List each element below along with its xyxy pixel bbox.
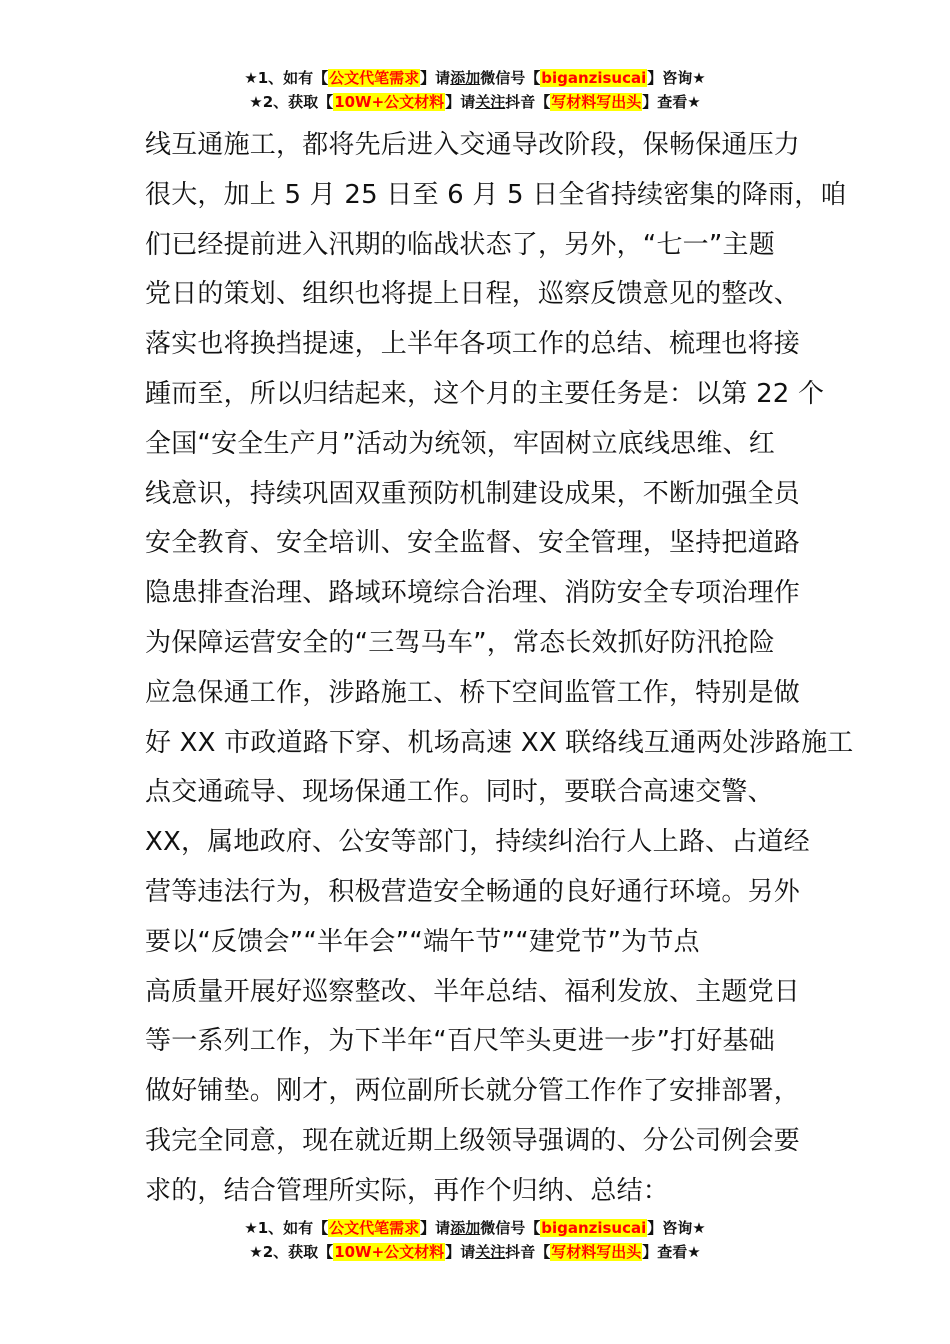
promo-line-1-highlight-service: 公文代笔需求	[329, 1219, 420, 1237]
body-line: XX，属地政府、公安等部门，持续纠治行人上路、占道经	[145, 827, 810, 858]
promo-line-2-highlight-douyin: 写材料写出头	[551, 93, 642, 111]
promo-line-1-suffix: 】咨询★	[647, 1219, 706, 1237]
body-line: 高质量开展好巡察整改、半年总结、福利发放、主题党日	[145, 976, 801, 1007]
body-line: 应急保通工作，涉路施工、桥下空间监管工作，特别是做	[145, 677, 801, 708]
promo-line-1-mid: 】请	[420, 69, 451, 87]
top-promo-banner	[0, 66, 950, 114]
body-line: 做好铺垫。刚才，两位副所长就分管工作作了安排部署，	[145, 1076, 801, 1107]
body-line: 们已经提前进入汛期的临战状态了，另外，“七一”主题	[145, 229, 775, 260]
promo-line-1-prefix: ★1、如有【	[244, 1219, 329, 1237]
promo-line-2-highlight-materials: 10W+公文材料	[334, 1243, 445, 1261]
body-line: 求的，结合管理所实际，再作个归纳、总结：	[145, 1175, 670, 1206]
promo-line-1-highlight-service: 公文代笔需求	[329, 69, 420, 87]
promo-line-2	[0, 1240, 950, 1264]
promo-line-2-highlight-douyin: 写材料写出头	[551, 1243, 642, 1261]
promo-line-2-prefix: ★2、获取【	[249, 1243, 334, 1261]
promo-line-2-underlined: 关注	[475, 93, 506, 111]
promo-line-2-suffix: 】查看★	[642, 1243, 701, 1261]
body-line: 安全教育、安全培训、安全监督、安全管理，坚持把道路	[145, 528, 801, 559]
body-line: 为保障运营安全的“三驾马车”，常态长效抓好防汛抢险	[145, 627, 775, 658]
promo-line-1-highlight-wechat: biganzisucai	[541, 69, 647, 87]
body-line: 落实也将换挡提速，上半年各项工作的总结、梳理也将接	[145, 329, 801, 360]
promo-line-2-mid: 】请	[445, 1243, 476, 1261]
document-body	[145, 121, 854, 1217]
promo-line-1-underlined: 添加	[450, 69, 481, 87]
promo-line-2-suffix: 】查看★	[642, 93, 701, 111]
promo-line-1-mid2: 微信号【	[480, 69, 541, 87]
body-line: 点交通疏导、现场保通工作。同时，要联合高速交警、	[145, 777, 774, 808]
promo-line-2-mid2: 抖音【	[505, 93, 551, 111]
promo-line-1-suffix: 】咨询★	[647, 69, 706, 87]
body-line: 踵而至，所以归结起来，这个月的主要任务是：以第 22 个	[145, 378, 825, 409]
promo-line-2-underlined: 关注	[475, 1243, 506, 1261]
promo-line-1	[0, 66, 950, 90]
promo-line-2	[0, 90, 950, 114]
promo-line-2-prefix: ★2、获取【	[249, 93, 334, 111]
promo-line-2-mid2: 抖音【	[505, 1243, 551, 1261]
body-line: 好 XX 市政道路下穿、机场高速 XX 联络线互通两处涉路施工	[145, 727, 854, 758]
promo-line-1-underlined: 添加	[450, 1219, 481, 1237]
bottom-promo-banner	[0, 1216, 950, 1264]
promo-line-1-prefix: ★1、如有【	[244, 69, 329, 87]
promo-line-1-highlight-wechat: biganzisucai	[541, 1219, 647, 1237]
body-line: 党日的策划、组织也将提上日程，巡察反馈意见的整改、	[145, 279, 801, 310]
body-line: 营等违法行为，积极营造安全畅通的良好通行环境。另外	[145, 876, 801, 907]
body-line: 我完全同意，现在就近期上级领导强调的、分公司例会要	[145, 1125, 801, 1156]
body-line: 隐患排查治理、路域环境综合治理、消防安全专项治理作	[145, 578, 801, 609]
body-line: 线意识，持续巩固双重预防机制建设成果，不断加强全员	[145, 478, 801, 509]
promo-line-1-mid2: 微信号【	[480, 1219, 541, 1237]
body-line: 要以“反馈会”“半年会”“端午节”“建党节”为节点	[145, 926, 700, 957]
body-line: 很大，加上 5 月 25 日至 6 月 5 日全省持续密集的降雨，咱	[145, 179, 847, 210]
body-line: 线互通施工，都将先后进入交通导改阶段，保畅保通压力	[145, 130, 801, 160]
promo-line-1	[0, 1216, 950, 1240]
promo-line-2-highlight-materials: 10W+公文材料	[334, 93, 445, 111]
body-line: 等一系列工作，为下半年“百尺竿头更进一步”打好基础	[145, 1026, 775, 1057]
promo-line-2-mid: 】请	[445, 93, 476, 111]
promo-line-1-mid: 】请	[420, 1219, 451, 1237]
body-line: 全国“安全生产月”活动为统领，牢固树立底线思维、红	[145, 428, 775, 459]
